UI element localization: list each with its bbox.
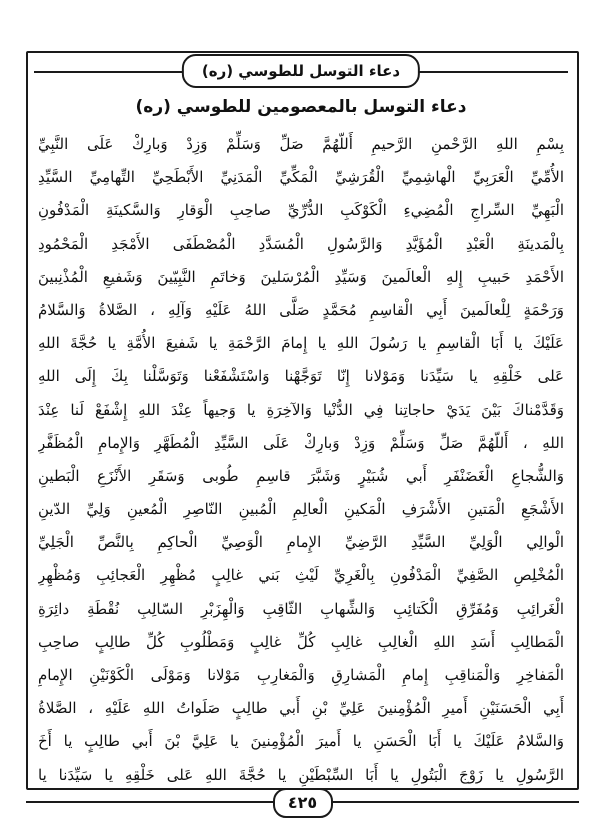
text-line: الأُمِّيِّ الْعَرَبِيِّ الْهاشِمِيِّ الْقُرَشِيِّ الْمَكِّيِّ الْمَدَنِيِّ الأَبْطَحِيِّ التِّهامِيِّ السَّيِّدِ bbox=[38, 168, 564, 187]
text-line: بِالْمَدينَةِ الْعَبْدِ الْمُؤَيَّدِ وَالرَّسُولِ الْمُسَدَّدِ الْمُصْطَفَى الأَمْجَدِ الْمَحْمُودِ bbox=[38, 234, 564, 253]
text-line: أَبِي الْحَسَنَيْنِ أَميرِ الْمُؤْمِنينَ عَلِيِّ بْنِ أَبي طالِبٍ صَلَواتُ اللهِ عَلَيْهِ ، الصَّلاةُ bbox=[38, 699, 564, 718]
text-line: الْمَطالِبِ أَسَدِ اللهِ الْغالِبِ غالِبِ كُلِّ غالِبٍ وَمَطْلُوبِ كُلِّ طالِبٍ صاحِبِ bbox=[38, 632, 564, 651]
prayer-text-body bbox=[38, 128, 564, 792]
running-header-title: دعاء التوسل للطوسي (ره) bbox=[182, 54, 420, 88]
text-line: الْغَرائِبِ وَمُفَرِّقِ الْكَتائِبِ وَالشِّهابِ الثّاقِبِ وَالْهِزَبْرِ السّالِبِ نُقْطَةِ دائِرَةِ bbox=[38, 599, 564, 618]
text-line: وَالسَّلامُ عَلَيْكَ يا أَبَا الْحَسَنِ يا أَميرَ الْمُؤْمِنينَ يا عَلِيَّ بْنَ أَبي طالِبٍ يا أَخَ bbox=[38, 732, 564, 751]
page-footer bbox=[26, 788, 579, 818]
text-line: وَقَدَّمْناكَ بَيْنَ يَدَيْ حاجاتِنا فِي الدُّنْيا وَالآخِرَةِ يا وَجيهاً عِنْدَ اللهِ إِشْفَعْ لَنا عِنْدَ bbox=[38, 400, 564, 419]
text-line: وَالشُّجاعِ الْغَضَنْفَرِ أَبي شُبَيْرٍ وَشَبَّرَ قاسِمِ طُوبى وَسَقَرِ الأَنْزَعِ الْبَطينِ bbox=[38, 466, 564, 485]
text-line: الأَشْجَعِ الْمَتينِ الأَشْرَفِ الْمَكينِ الْعالِمِ الْمُبينِ النّاصِرِ الْمُعينِ وَلِيِّ الدّينِ bbox=[38, 500, 564, 519]
text-line: عَلى خَلْقِهِ يا سَيِّدَنا وَمَوْلانا إِنّا تَوَجَّهْنا وَاسْتَشْفَعْنا وَتَوَسَّلْنا بِكَ إِلَى اللهِ bbox=[38, 367, 564, 386]
running-header bbox=[34, 54, 568, 90]
text-line: عَلَيْكَ يا أَبَا الْقاسِمِ يا رَسُولَ اللهِ يا إِمامَ الرَّحْمَةِ يا شَفيعَ الأُمَّةِ يا حُجَّةَ اللهِ bbox=[38, 334, 564, 353]
text-line: الْمَفاخِرِ وَالْمَناقِبِ إِمامِ الْمَشارِقِ وَالْمَغارِبِ مَوْلانا وَمَوْلَى الْكَوْنَيْنِ الإِمامِ bbox=[38, 666, 564, 684]
page-title: دعاء التوسل بالمعصومين للطوسي (ره) bbox=[135, 97, 467, 117]
text-line: الْمُخْلِصِ الصَّفِيِّ الْمَدْفُونِ بِالْغَرِيِّ لَيْثِ بَني غالِبٍ مُظْهِرِ الْعَجائِبِ وَمُظْهِرِ bbox=[38, 566, 564, 585]
text-line: الْبَهِيِّ السِّراجِ الْمُضِيءِ الْكَوْكَبِ الدُّرِّيِّ صاحِبِ الْوَقارِ وَالسَّكينَةِ الْمَدْفُونِ bbox=[38, 201, 564, 220]
text-line: بِسْمِ اللهِ الرَّحْمنِ الرَّحيمِ أَللّهُمَّ صَلِّ وَسَلِّمْ وَزِدْ وَبارِكْ عَلَى النَّبِيِّ bbox=[38, 135, 564, 153]
text-line: الأَحْمَدِ حَبيبِ إِلهِ الْعالَمينَ وَسَيِّدِ الْمُرْسَلينَ وَخاتَمِ النَّبِيّينَ وَشَفيعِ الْمُذْنِبينَ bbox=[38, 267, 564, 286]
text-line: وَرَحْمَةٍ لِلْعالَمينَ أَبِي الْقاسِمِ مُحَمَّدٍ صَلَّى اللهُ عَلَيْهِ وَآلِهِ ، الصَّلاةُ وَالسَّلامُ bbox=[38, 300, 564, 319]
text-line: اللهِ ، أَللّهُمَّ صَلِّ وَسَلِّمْ وَزِدْ وَبارِكْ عَلَى السَّيِّدِ الْمُطَهَّرِ وَالإِمامِ الْمُظَفَّرِ bbox=[38, 433, 564, 452]
page-number: ٤٢٥ bbox=[273, 788, 333, 818]
text-line: الرَّسُولِ يا زَوْجَ الْبَتُولِ يا أَبَا السِّبْطَيْنِ يا حُجَّةَ اللهِ عَلى خَلْقِهِ يا سَيِّدَنا يا bbox=[38, 765, 564, 784]
text-line: الْوالِي الْوَلِيِّ السَّيِّدِ الرَّضِيِّ الإِمامِ الْوَصِيِّ الْحاكِمِ بِالنَّصِّ الْجَلِيِّ bbox=[38, 533, 564, 552]
